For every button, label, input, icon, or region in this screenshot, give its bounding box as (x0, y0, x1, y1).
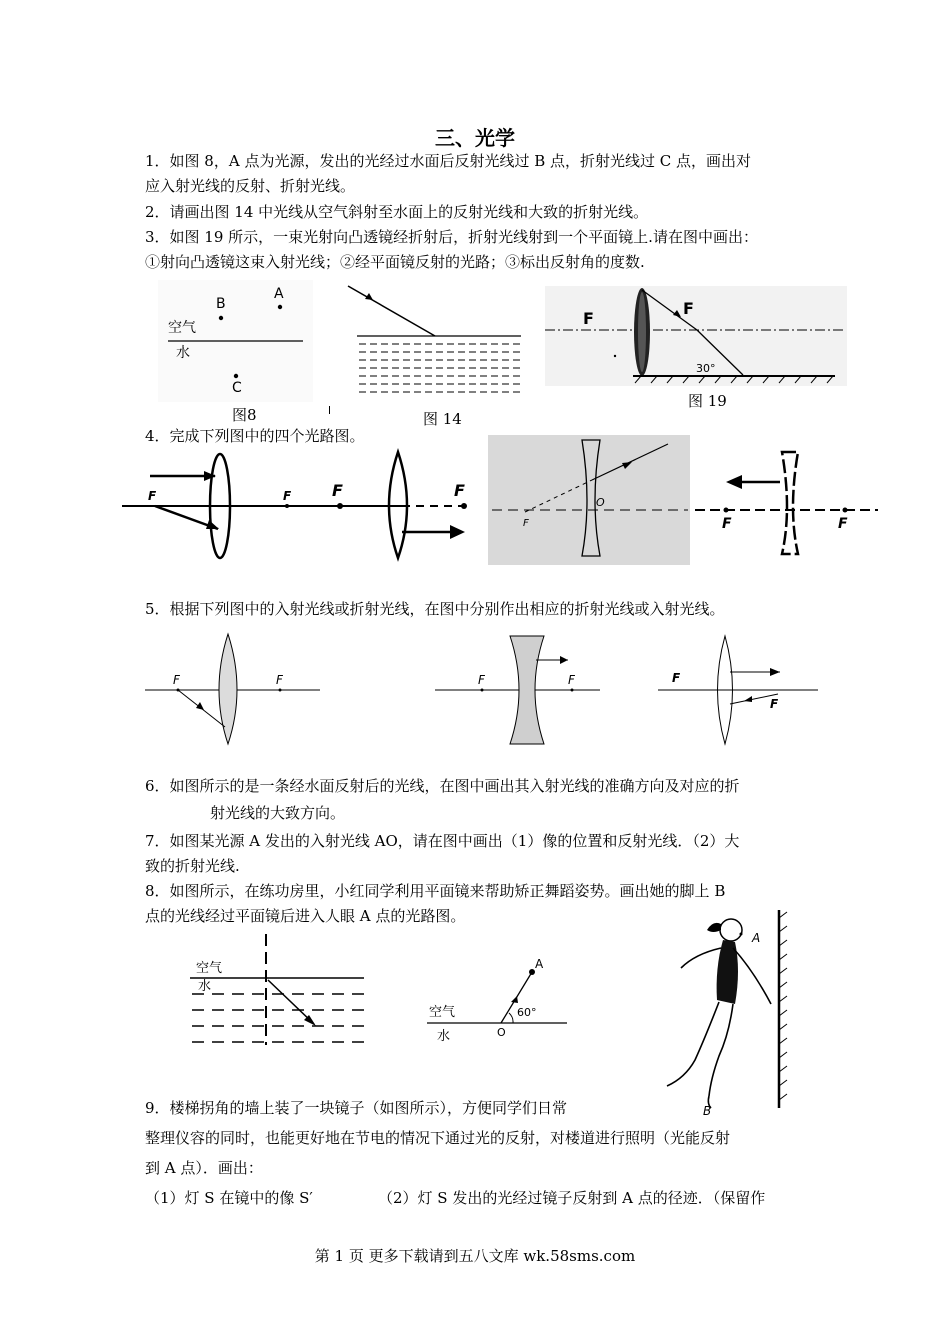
q4-f2: F (283, 489, 292, 503)
q8-label-b: B (703, 1104, 712, 1118)
q5-f4: F (568, 673, 575, 687)
page-title: 三、光学 (435, 126, 515, 150)
q4-f5: F (523, 518, 529, 529)
q4-line1: 4．完成下列图中的四个光路图。 (145, 427, 365, 445)
q7-angle: 60° (517, 1006, 537, 1019)
q6-water: 水 (198, 979, 212, 994)
q5-f5: F (672, 671, 681, 685)
q9-line2: 整理仪容的同时，也能更好地在节电的情况下通过光的反射，对楼道进行照明（光能反射 (145, 1129, 731, 1147)
figure-14 (345, 280, 525, 402)
q6-air: 空气 (196, 961, 223, 976)
q7-label-a: A (535, 957, 544, 971)
fig8-air: 空气 (168, 320, 196, 336)
q3-line2: ①射向凸透镜这束入射光线；②经平面镜反射的光路；③标出反射角的度数. (145, 253, 645, 271)
q5-figures (140, 632, 820, 750)
q6-figure (178, 930, 378, 1052)
q8-figure (655, 908, 815, 1118)
q6-line1: 6．如图所示的是一条经水面反射后的光线，在图中画出其入射光线的准确方向及对应的折 (145, 777, 740, 795)
figure-19 (545, 286, 847, 386)
q6-line2: 射光线的大致方向。 (210, 804, 346, 822)
q1-line1: 1．如图 8，A 点为光源，发出的光经过水面后反射光线过 B 点，折射光线过 C 点，画出对 (145, 152, 752, 170)
q7-label-o: O (497, 1026, 506, 1039)
fig19-caption: 图 19 (688, 392, 727, 410)
q5-line1: 5．根据下列图中的入射光线或折射光线，在图中分别作出相应的折射光线或入射光线。 (145, 600, 725, 618)
q8-label-a: A (752, 931, 761, 945)
q4-f3: F (332, 481, 343, 500)
q4-o: O (596, 496, 605, 509)
q7-figure (425, 952, 575, 1047)
fig8-water: 水 (176, 345, 190, 361)
q9-line3: 到 A 点）．画出： (145, 1159, 263, 1177)
q4-f6: F (722, 516, 732, 532)
fig8-caption: 图8 (232, 406, 257, 424)
q4-figures (120, 432, 880, 570)
q9-line4a: （1）灯 S 在镜中的像 S′ (145, 1189, 313, 1207)
q9-line4b: （2）灯 S 发出的光经过镜子反射到 A 点的径迹．（保留作 (378, 1189, 766, 1207)
fig19-angle: 30° (696, 362, 716, 375)
q7-air: 空气 (429, 1005, 456, 1020)
figure-8 (158, 280, 313, 402)
q5-f3: F (478, 673, 485, 687)
q7-line1: 7．如图某光源 A 发出的入射光线 AO，请在图中画出（1）像的位置和反射光线．（2）大 (145, 832, 740, 850)
q5-f6: F (770, 697, 779, 711)
divider-mark (329, 406, 330, 414)
page-footer: 第 1 页 更多下载请到五八文库 wk.58sms.com (314, 1247, 636, 1265)
q7-water: 水 (437, 1029, 451, 1044)
fig8-label-c: C (232, 380, 242, 396)
q8-line1: 8．如图所示，在练功房里，小红同学利用平面镜来帮助矫正舞蹈姿势。画出她的脚上 B (145, 882, 726, 900)
fig14-caption: 图 14 (423, 410, 462, 428)
q3-line1: 3．如图 19 所示，一束光射向凸透镜经折射后，折射光线射到一个平面镜上.请在图中画出： (145, 228, 758, 246)
q8-line2: 点的光线经过平面镜后进入人眼 A 点的光路图。 (145, 907, 466, 925)
fig8-label-a: A (274, 286, 284, 302)
q1-line2: 应入射光线的反射、折射光线。 (145, 177, 356, 195)
q2-line1: 2．请画出图 14 中光线从空气斜射至水面上的反射光线和大致的折射光线。 (145, 203, 649, 221)
q5-f1: F (173, 673, 180, 687)
fig19-f-left: F (583, 309, 594, 328)
q4-f4: F (454, 481, 465, 500)
q5-f2: F (276, 673, 283, 687)
q7-line2: 致的折射光线. (145, 857, 240, 875)
q4-f7: F (838, 516, 848, 532)
fig19-f-right: F (683, 299, 694, 318)
q9-line1: 9．楼梯拐角的墙上装了一块镜子（如图所示），方便同学们日常 (145, 1099, 568, 1117)
fig8-label-b: B (216, 296, 226, 312)
q4-f1: F (148, 489, 157, 503)
